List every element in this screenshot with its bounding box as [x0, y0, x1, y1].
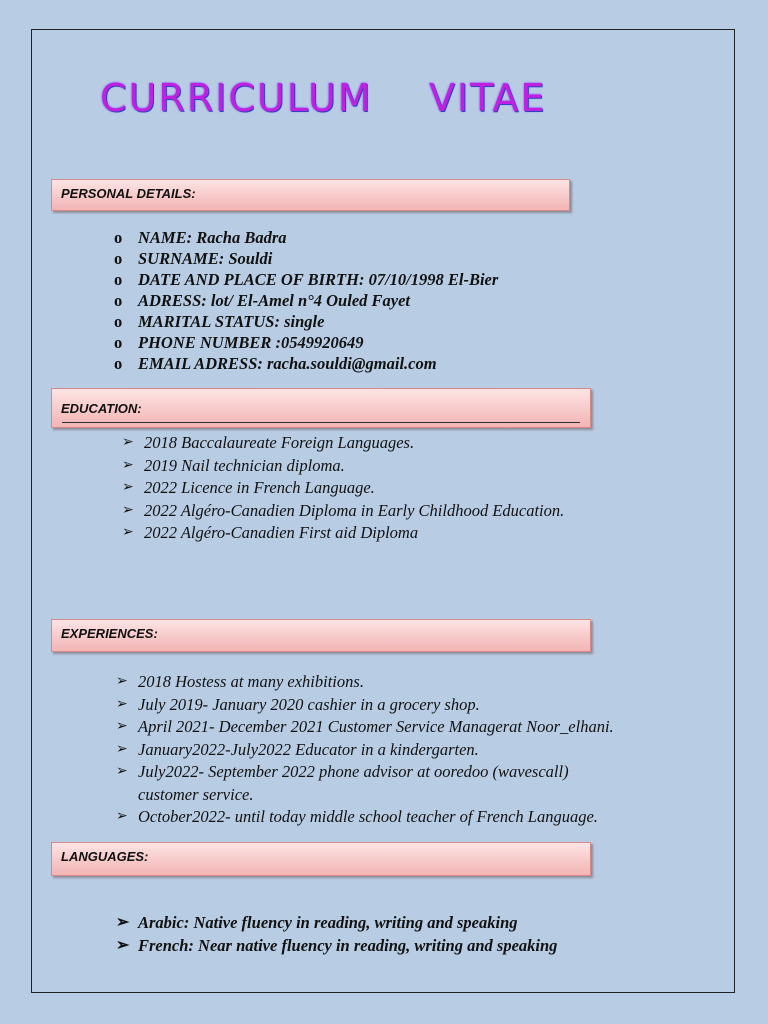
experience-item: July 2019- January 2020 cashier in a grocery shop. — [138, 694, 480, 714]
education-item: 2019 Nail technician diploma. — [144, 455, 345, 475]
list-item — [114, 332, 714, 353]
list-item — [122, 432, 722, 455]
education-list — [122, 432, 722, 545]
experience-item: 2018 Hostess at many exhibitions. — [138, 672, 364, 691]
document-title: CURRICULUM VITAE — [100, 76, 547, 120]
languages-label: LANGUAGES: — [61, 849, 149, 864]
circle-bullet-icon: o — [114, 312, 123, 331]
circle-bullet-icon: o — [114, 354, 123, 373]
experiences-header — [51, 619, 591, 652]
arrow-bullet-icon: ➢ — [122, 435, 134, 450]
arrow-bullet-icon: ➢ — [122, 457, 134, 473]
personal-name: NAME: Racha Badra — [138, 228, 287, 247]
language-item: French: Near native fluency in reading, writing and speaking — [138, 936, 558, 955]
list-item — [114, 227, 714, 248]
personal-birth: DATE AND PLACE OF BIRTH: 07/10/1998 El-Bier — [138, 270, 499, 289]
arrow-bullet-icon: ➢ — [122, 502, 134, 518]
list-item — [114, 311, 714, 332]
list-item — [116, 694, 696, 717]
list-item — [116, 716, 696, 739]
education-underline — [62, 422, 580, 423]
arrow-bullet-icon: ➢ — [116, 937, 130, 954]
list-item — [114, 269, 714, 290]
arrow-bullet-icon: ➢ — [116, 809, 128, 824]
education-item: 2022 Algéro-Canadien First aid Diploma — [144, 523, 419, 542]
circle-bullet-icon: o — [114, 270, 123, 289]
languages-list — [116, 911, 716, 957]
arrow-bullet-icon: ➢ — [116, 696, 128, 712]
experiences-label: EXPERIENCES: — [61, 626, 158, 641]
experience-item: January2022-July2022 Educator in a kindergarten. — [138, 739, 479, 759]
personal-surname: SURNAME: Souldi — [138, 249, 273, 268]
circle-bullet-icon: o — [114, 228, 123, 247]
circle-bullet-icon: o — [114, 291, 123, 310]
arrow-bullet-icon: ➢ — [116, 719, 128, 734]
arrow-bullet-icon: ➢ — [122, 525, 134, 540]
personal-phone: PHONE NUMBER :0549920649 — [138, 333, 364, 352]
circle-bullet-icon: o — [114, 249, 123, 268]
personal-address: ADRESS: lot/ El-Amel n°4 Ouled Fayet — [138, 291, 411, 310]
arrow-bullet-icon: ➢ — [116, 914, 130, 931]
list-item — [116, 806, 696, 829]
arrow-bullet-icon: ➢ — [116, 764, 128, 779]
personal-details-label: PERSONAL DETAILS: — [61, 186, 196, 201]
circle-bullet-icon: o — [114, 333, 123, 352]
list-item — [116, 671, 696, 694]
personal-email: EMAIL ADRESS: racha.souldi@gmail.com — [138, 354, 437, 373]
list-item — [116, 761, 618, 806]
list-item — [116, 739, 696, 762]
list-item — [122, 455, 722, 478]
education-item: 2022 Algéro-Canadien Diploma in Early Childhood Education. — [144, 500, 565, 520]
experiences-list — [116, 671, 696, 829]
personal-details-list — [114, 227, 714, 374]
education-label: EDUCATION: — [61, 401, 142, 416]
list-item — [114, 248, 714, 269]
personal-details-header — [51, 179, 570, 211]
experience-item: July2022- September 2022 phone advisor at ooredoo (wavescall) customer service. — [138, 762, 569, 804]
experience-item: April 2021- December 2021 Customer Service Managerat Noor_elhani. — [138, 717, 614, 736]
list-item — [122, 477, 722, 500]
education-header — [51, 388, 591, 428]
language-item: Arabic: Native fluency in reading, writing and speaking — [138, 913, 518, 932]
list-item — [122, 500, 722, 523]
languages-header — [51, 842, 591, 876]
arrow-bullet-icon: ➢ — [116, 674, 128, 689]
list-item — [122, 522, 722, 545]
list-item — [114, 290, 714, 311]
education-item: 2018 Baccalaureate Foreign Languages. — [144, 433, 415, 452]
personal-marital-status: MARITAL STATUS: single — [138, 312, 325, 331]
list-item — [116, 911, 716, 934]
education-item: 2022 Licence in French Language. — [144, 478, 375, 497]
list-item — [114, 353, 714, 374]
experience-item: October2022- until today middle school teacher of French Language. — [138, 807, 598, 826]
arrow-bullet-icon: ➢ — [122, 480, 134, 495]
list-item — [116, 934, 716, 957]
arrow-bullet-icon: ➢ — [116, 741, 128, 757]
